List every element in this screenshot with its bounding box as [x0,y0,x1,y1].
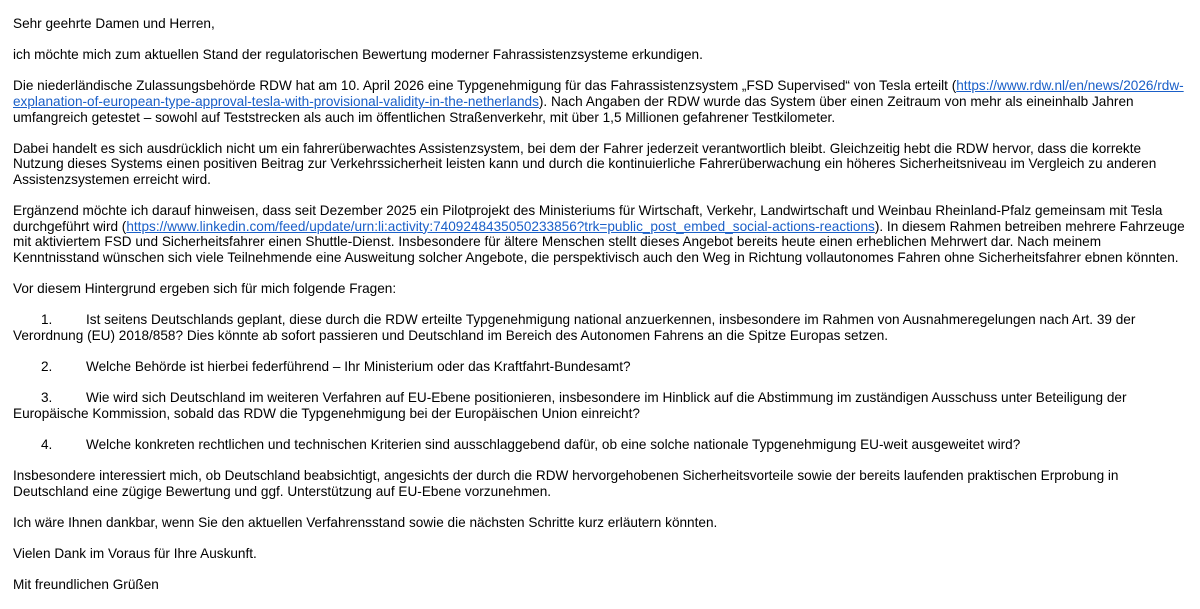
linkedin-post-link[interactable]: https://www.linkedin.com/feed/update/urn:li:activity:7409248435050233856?trk=public_post_embed_social-actions-reactions [126,218,875,234]
request-paragraph: Ich wäre Ihnen dankbar, wenn Sie den aktuellen Verfahrensstand sowie die nächsten Schritte kurz erläutern könnten. [13,515,718,530]
list-item [13,312,1189,343]
intro-paragraph: ich möchte mich zum aktuellen Stand der regulatorischen Bewertung moderner Fahrassistenzsysteme erkundigen. [13,47,703,63]
list-item-text: Welche konkreten rechtlichen und technischen Kriterien sind ausschlaggebend dafür, ob eine solche nationale Typgenehmigung EU-weit ausgeweitet wird? [86,437,1021,453]
questions-list [13,312,1189,452]
questions-intro: Vor diesem Hintergrund ergeben sich für mich folgende Fragen: [13,281,397,297]
rdw-paragraph-text-before: Die niederländische Zulassungsbehörde RDW hat am 10. April 2026 eine Typgenehmigung für das Fahrassistenzsystem „FSD Supervised“ von Tesla erteilt ( [13,78,957,94]
system-description-paragraph: Dabei handelt es sich ausdrücklich nicht um ein fahrerüberwachtes Assistenzsystem, bei dem der Fahrer jederzeit verantwortlich bleibt. Gleichzeitig hebt die RDW hervor, dass die korrekte Nutzung dieses Systems einen positiven Beitrag zur Verkehrssicherheit leisten kann und durch die kontinuierliche Fahrerüberwachung ein höheres Sicherheitsniveau im Vergleich zu anderen Assistenzsystemen erreicht wird. [13,140,1157,187]
thanks-line: Vielen Dank im Voraus für Ihre Auskunft. [13,546,257,562]
list-item-text: Wie wird sich Deutschland im weiteren Verfahren auf EU-Ebene positionieren, insbesondere im Hinblick auf die Abstimmung im zuständigen Ausschuss unter Beteiligung der Europäische Kommission, sobald das RDW die Typgenehmigung bei der Europäischen Union einreicht? [13,390,1127,421]
interest-paragraph: Insbesondere interessiert mich, ob Deutschland beabsichtigt, angesichts der durch die RDW hervorgehobenen Sicherheitsvorteile sowie der bereits laufenden praktischen Erprobung in Deutschland eine zügige Bewertung und ggf. Unterstützung auf EU-Ebene vorzunehmen. [13,468,1119,499]
pilot-project-paragraph [13,203,1189,265]
list-item-number: 4. [41,437,53,453]
list-item-text: Ist seitens Deutschlands geplant, diese durch die RDW erteilte Typgenehmigung national anzuerkennen, insbesondere im Rahmen von Ausnahmeregelungen nach Art. 39 der Verordnung (EU) 2018/858? Dies könnte ab sofort passieren und Deutschland im Bereich des Autonomen Fahrens an die Spitze Europas setzen. [13,312,1136,343]
pilot-paragraph-text-after: ). In diesem Rahmen betreiben mehrere Fahrzeuge mit aktiviertem FSD und Sicherheitsfahrer einen Shuttle-Dienst. Insbesondere für ältere Menschen stellt dieses Angebot bereits heute einen erheblichen Mehrwert dar. Nach meinem Kenntnisstand wünschen sich viele Teilnehmende eine Ausweitung solcher Angebote, die perspektivisch auch den Weg in Richtung vollautonomes Fahren ohne Sicherheitsfahrer ebnen könnten. [13,218,1185,265]
rdw-news-link[interactable]: https://www.rdw.nl/en/news/2026/rdw-explanation-of-european-type-approval-tesla-with-provisional-validity-in-the-netherlands [13,78,1184,109]
rdw-approval-paragraph [13,78,1189,125]
list-item [13,359,1189,375]
list-item-text: Welche Behörde ist hierbei federführend – Ihr Ministerium oder das Kraftfahrt-Bundesamt? [86,359,631,375]
list-item-number: 2. [41,359,53,375]
pilot-paragraph-text-before: Ergänzend möchte ich darauf hinweisen, dass seit Dezember 2025 ein Pilotprojekt des Ministeriums für Wirtschaft, Verkehr, Landwirtschaft und Weinbau Rheinland-Pfalz gemeinsam mit Tesla durchgeführt wird ( [13,203,1163,234]
list-item-number: 3. [41,390,53,406]
email-body [13,16,1189,609]
list-item [13,390,1189,421]
rdw-paragraph-text-after: ). Nach Angaben der RDW wurde das System über einen Zeitraum von mehr als eineinhalb Jahren umfangreich getestet – sowohl auf Teststrecken als auch im öffentlichen Straßenverkehr, mit über 1,5 Millionen gefahrener Testkilometer. [13,93,1134,125]
list-item-number: 1. [41,312,53,328]
closing-line: Mit freundlichen Grüßen [13,577,159,593]
salutation: Sehr geehrte Damen und Herren, [13,16,215,31]
list-item [13,437,1189,453]
